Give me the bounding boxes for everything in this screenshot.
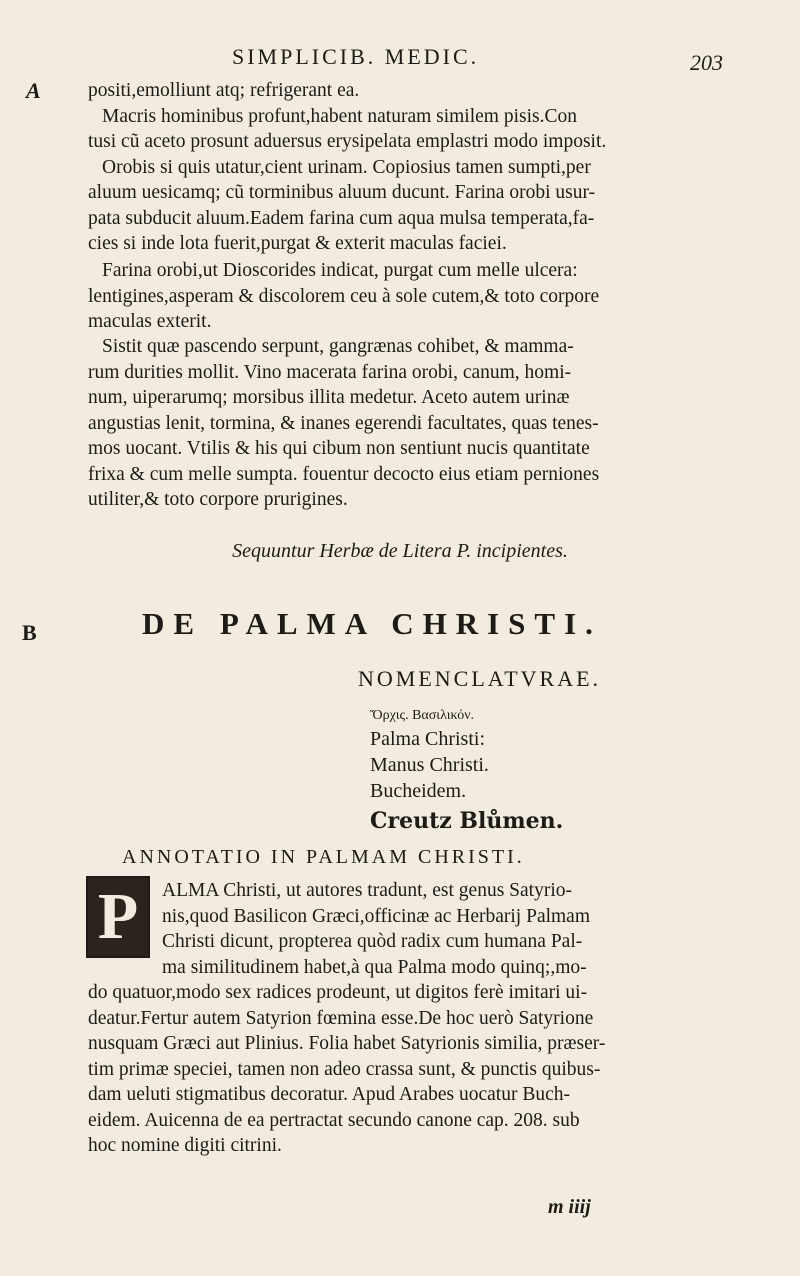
section-subtitle: Sequuntur Herbæ de Litera P. incipientes. — [232, 540, 568, 562]
text-line: Orobis si quis utatur,cient urinam. Copiosius tamen sumpti,per — [102, 156, 591, 178]
annotation-heading: ANNOTATIO IN PALMAM CHRISTI. — [122, 846, 525, 868]
text-line: tim primæ speciei, tamen non adeo crassa sunt, & punctis quibus- — [88, 1058, 601, 1080]
text-line: maculas exterit. — [88, 311, 212, 332]
latin-name-2: Manus Christi. — [370, 754, 489, 776]
text-line: cies si inde lota fuerit,purgat & exterit maculas faciei. — [88, 233, 507, 254]
text-line: angustias lenit, tormina, & inanes egerendi facultates, quas tenes- — [88, 412, 599, 434]
paragraph-sistit — [88, 334, 688, 513]
text-line: Farina orobi,ut Dioscorides indicat, purgat cum melle ulcera: — [102, 260, 578, 281]
margin-letter-b: B — [22, 620, 37, 645]
initial-letter: P — [97, 880, 139, 953]
page-number: 203 — [690, 50, 723, 75]
paragraph-orobus — [88, 78, 688, 257]
text-line: eidem. Auicenna de ea pertractat secundo canone cap. 208. sub — [88, 1109, 580, 1131]
nomenclature-list — [370, 706, 563, 838]
margin-letter-a: A — [26, 78, 41, 103]
text-line: frixa & cum melle sumpta. fouentur decocto eius etiam perniones — [88, 463, 600, 485]
annotation-body — [88, 980, 688, 1159]
page-header — [0, 44, 800, 74]
text-line: tusi cũ aceto prosunt aduersus erysipelata emplastri modo imposit. — [88, 131, 607, 152]
text-line: Sistit quæ pascendo serpunt, gangrænas cohibet, & mamma- — [102, 336, 574, 357]
text-line: Macris hominibus profunt,habent naturam similem pisis.Con — [102, 105, 577, 127]
text-line: lentigines,asperam & discolorem ceu à sole cutem,& toto corpore — [88, 285, 600, 307]
text-line: dam ueluti stigmatibus decoratur. Apud Arabes uocatur Buch- — [88, 1084, 570, 1105]
annotation-indented-lines — [162, 878, 590, 980]
section-title: DE PALMA CHRISTI. — [142, 606, 602, 641]
text-line: deatur.Fertur autem Satyrion fœmina esse.De hoc uerò Satyrione — [88, 1007, 594, 1029]
text-line: ma similitudinem habet,à qua Palma modo quinq;,mo- — [162, 956, 587, 978]
running-head: SIMPLICIB. MEDIC. — [232, 44, 480, 69]
text-line: nusquam Græci aut Plinius. Folia habet Satyrionis similia, præser- — [88, 1033, 606, 1054]
latin-name-1: Palma Christi: — [370, 728, 485, 750]
text-line: pata subducit aluum.Eadem farina cum aqua mulsa temperata,fa- — [88, 207, 595, 229]
text-line: positi,emolliunt atq; refrigerant ea. — [88, 80, 360, 101]
decorated-initial — [86, 876, 150, 958]
text-line: nis,quod Basilicon Græci,officinæ ac Herbarij Palmam — [162, 905, 591, 927]
paragraph-dioscorides — [88, 258, 688, 335]
nomenclature-heading: NOMENCLATVRAE. — [358, 666, 602, 691]
text-line: num, uiperarumq; morsibus illita medetur. Aceto autem urinæ — [88, 387, 570, 408]
text-line: do quatuor,modo sex radices prodeunt, ut digitos ferè imitari ui- — [88, 982, 588, 1003]
text-line: utiliter,& toto corpore prurigines. — [88, 489, 348, 510]
text-line: rum durities mollit. Vino macerata farina orobi, canum, homi- — [88, 361, 572, 383]
signature-mark: m iiij — [548, 1196, 591, 1218]
arabic-name: Bucheidem. — [370, 780, 467, 802]
german-name: Creutz Blůmen. — [370, 808, 564, 834]
text-line: Christi dicunt, propterea quòd radix cum humana Pal- — [162, 931, 583, 952]
text-line: hoc nomine digiti citrini. — [88, 1135, 282, 1156]
text-line: ALMA Christi, ut autores tradunt, est genus Satyrio- — [162, 880, 572, 901]
text-line: aluum uesicamq; cũ torminibus aluum ducunt. Farina orobi usur- — [88, 182, 596, 203]
greek-name: Ὄρχις. Βασιλικόν. — [370, 708, 475, 723]
text-line: mos uocant. Vtilis & his qui cibum non sentiunt nucis quantitate — [88, 438, 590, 459]
